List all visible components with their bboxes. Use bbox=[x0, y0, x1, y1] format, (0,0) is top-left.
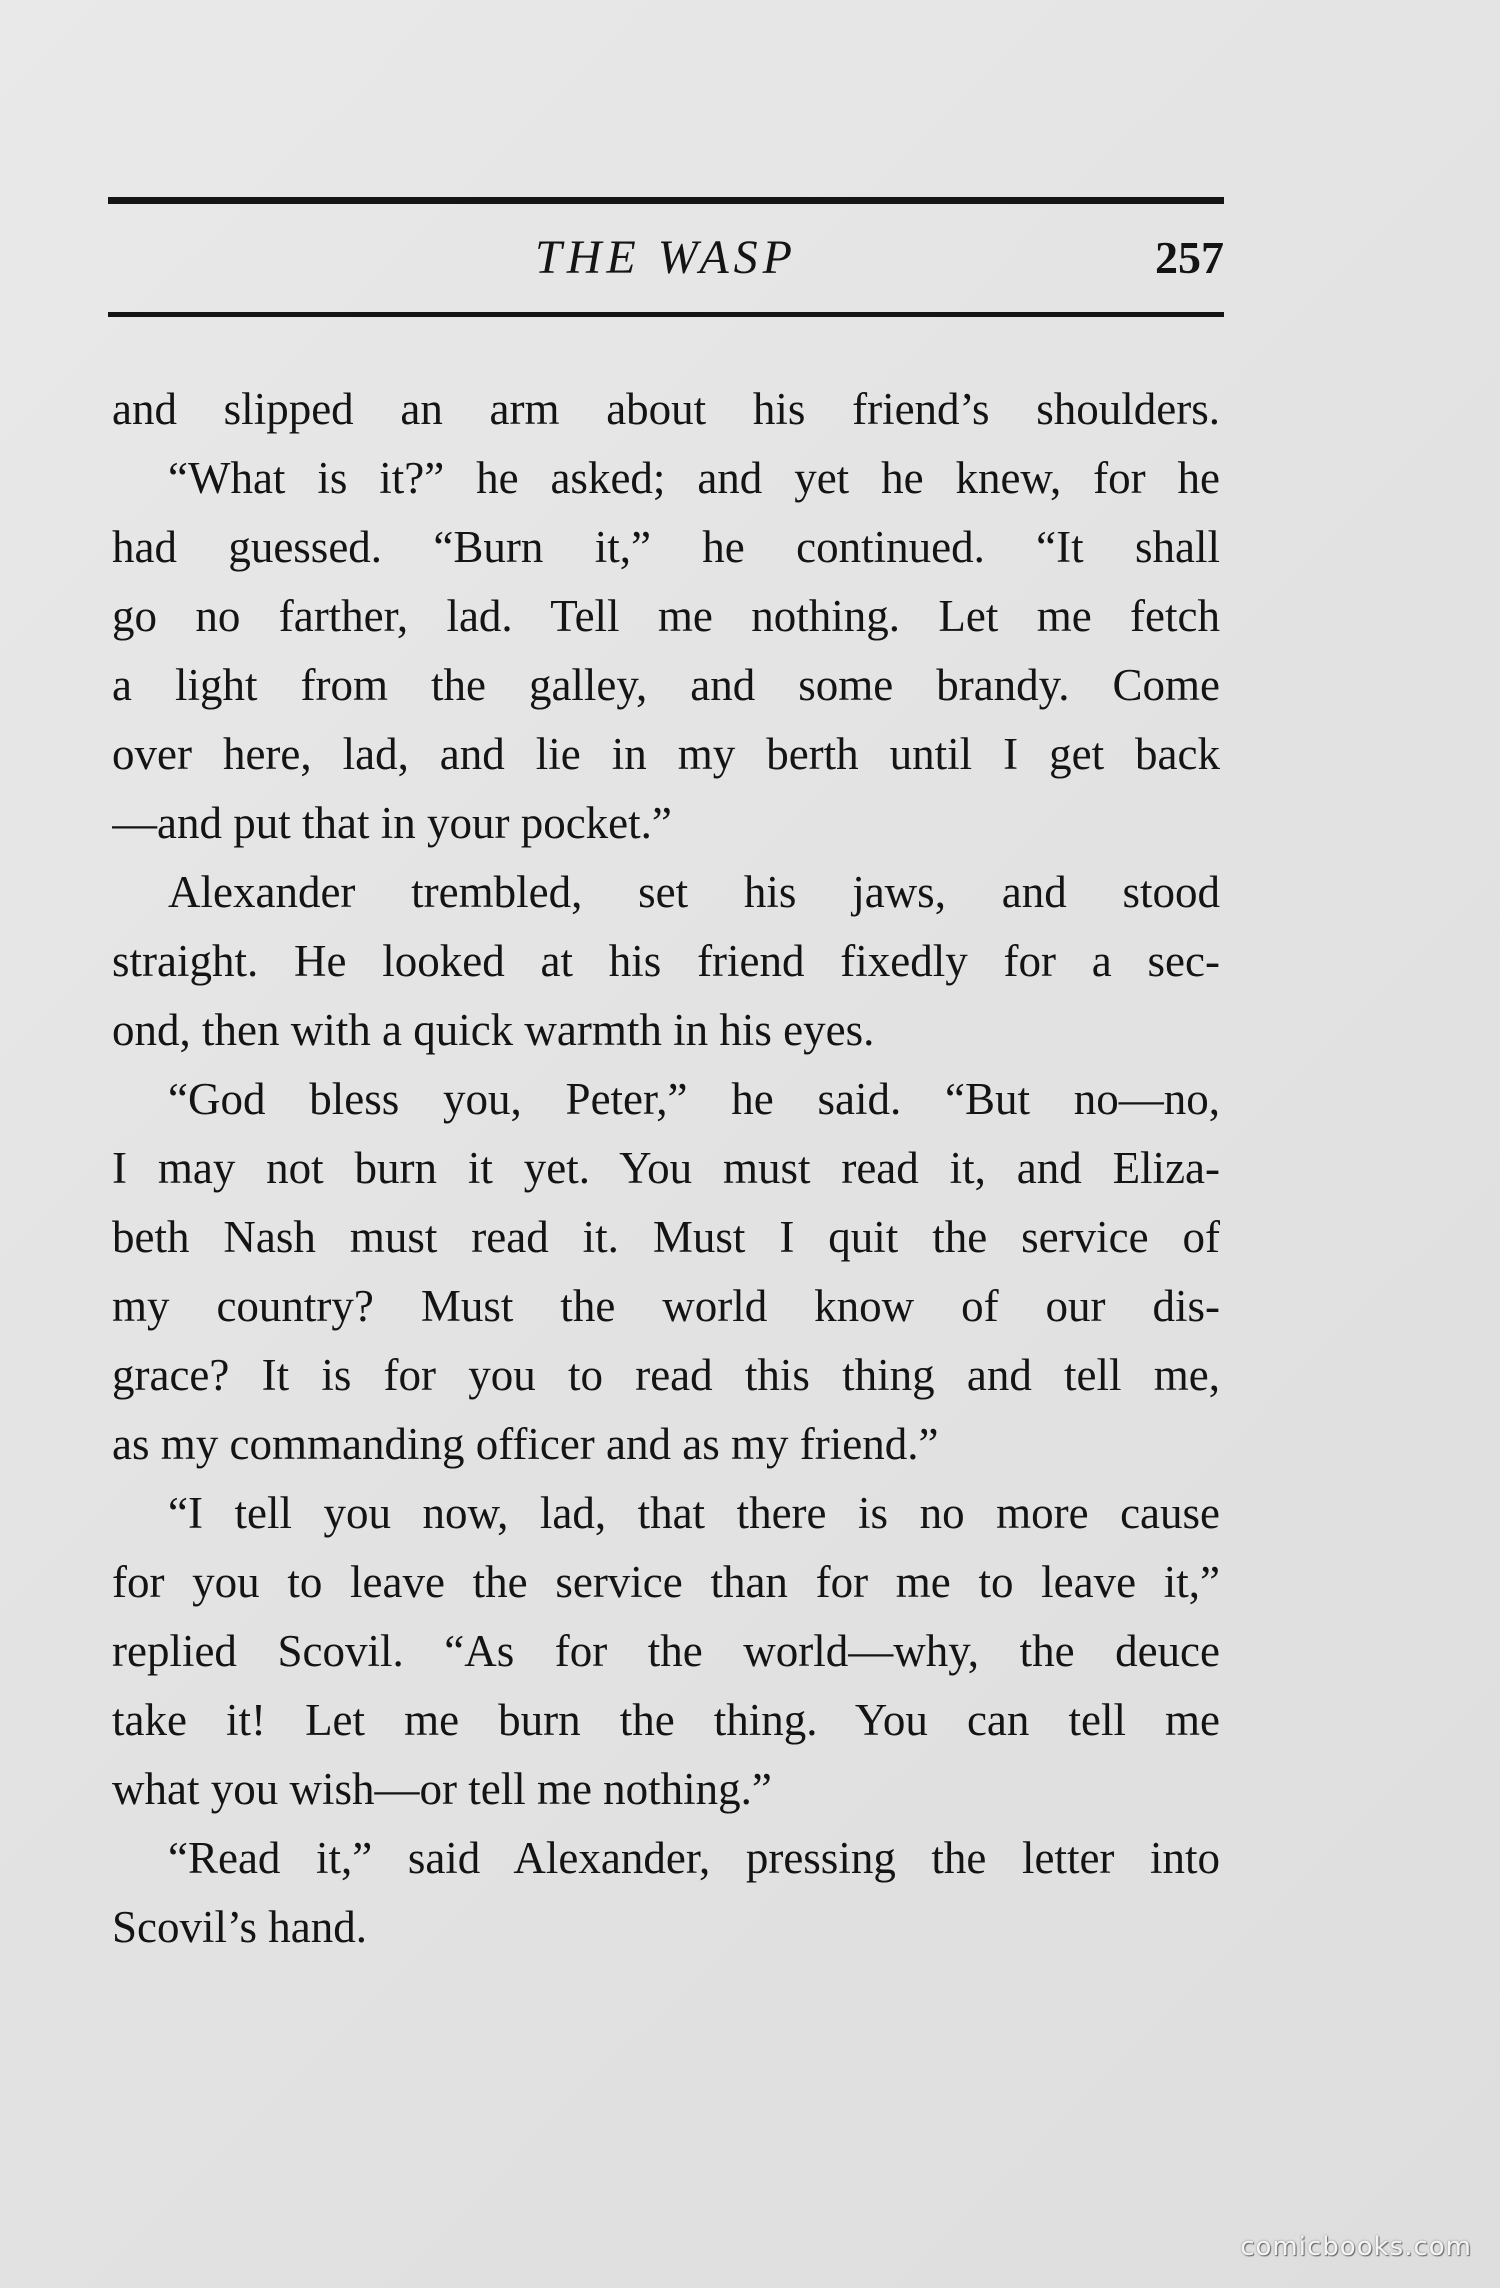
text-line: for you to leave the service than for me to leave it,” bbox=[112, 1557, 1220, 1607]
header-rule-top bbox=[108, 197, 1224, 204]
text-line: grace? It is for you to read this thing and tell me, bbox=[112, 1350, 1220, 1400]
text-line: what you wish—or tell me nothing.” bbox=[112, 1764, 772, 1814]
header-rule-bottom bbox=[108, 312, 1224, 317]
text-line: go no farther, lad. Tell me nothing. Let me fetch bbox=[112, 591, 1220, 641]
text-line: beth Nash must read it. Must I quit the service of bbox=[112, 1212, 1220, 1262]
text-line: “Read it,” said Alexander, pressing the letter into bbox=[168, 1833, 1220, 1883]
text-line: “God bless you, Peter,” he said. “But no—no, bbox=[168, 1074, 1220, 1124]
running-head bbox=[108, 222, 1224, 294]
text-line: Scovil’s hand. bbox=[112, 1902, 367, 1952]
body-text bbox=[112, 375, 1220, 1962]
text-line: replied Scovil. “As for the world—why, the deuce bbox=[112, 1626, 1220, 1676]
watermark: comicbooks.com bbox=[1240, 2232, 1472, 2262]
text-line: “What is it?” he asked; and yet he knew, for he bbox=[168, 453, 1220, 503]
text-line: my country? Must the world know of our dis- bbox=[112, 1281, 1220, 1331]
text-line: ond, then with a quick warmth in his eyes. bbox=[112, 1005, 875, 1055]
text-line: and slipped an arm about his friend’s shoulders. bbox=[112, 384, 1220, 434]
text-line: Alexander trembled, set his jaws, and stood bbox=[168, 867, 1220, 917]
running-title: THE WASP bbox=[535, 231, 797, 284]
text-line: “I tell you now, lad, that there is no more cause bbox=[168, 1488, 1220, 1538]
page-number: 257 bbox=[1155, 232, 1224, 283]
text-line: as my commanding officer and as my friend.” bbox=[112, 1419, 939, 1469]
text-line: over here, lad, and lie in my berth until I get back bbox=[112, 729, 1220, 779]
text-line: had guessed. “Burn it,” he continued. “It shall bbox=[112, 522, 1220, 572]
text-line: —and put that in your pocket.” bbox=[112, 798, 672, 848]
text-line: a light from the galley, and some brandy. Come bbox=[112, 660, 1220, 710]
text-line: take it! Let me burn the thing. You can tell me bbox=[112, 1695, 1220, 1745]
text-line: I may not burn it yet. You must read it, and Eliza- bbox=[112, 1143, 1220, 1193]
text-line: straight. He looked at his friend fixedly for a sec- bbox=[112, 936, 1220, 986]
